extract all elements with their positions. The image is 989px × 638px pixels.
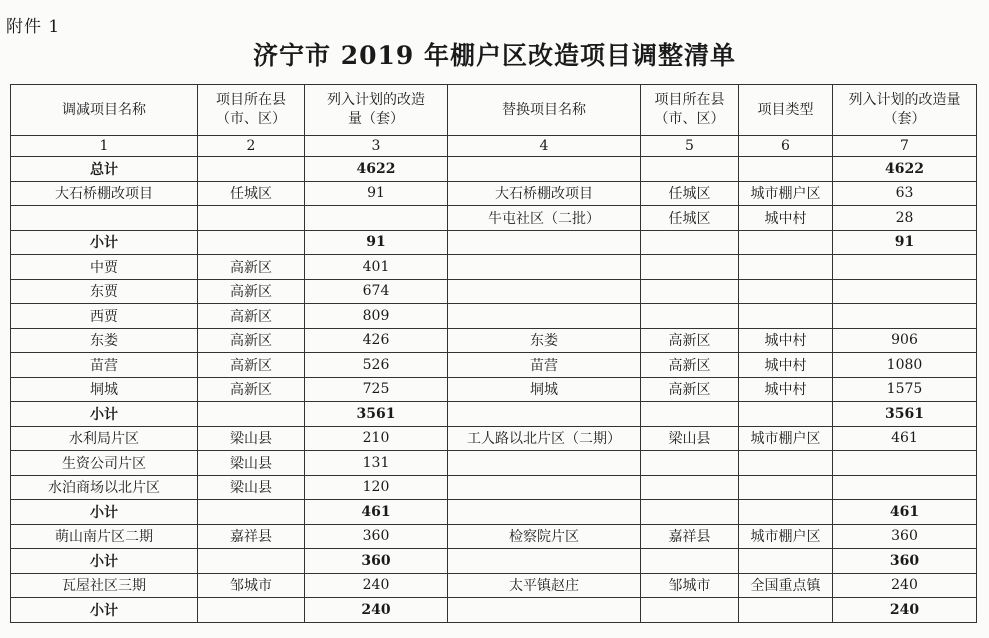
table-cell [739, 451, 833, 476]
table-cell: 检察院片区 [448, 524, 641, 549]
table-cell: 210 [305, 426, 448, 451]
table-cell: 小计 [11, 230, 198, 255]
column-index: 5 [641, 136, 739, 157]
table-cell: 401 [305, 255, 448, 280]
table-row [11, 377, 977, 402]
table-cell: 任城区 [198, 181, 305, 206]
subtotal-row [11, 500, 977, 525]
table-cell: 高新区 [198, 377, 305, 402]
table-cell: 674 [305, 279, 448, 304]
table-cell: 526 [305, 353, 448, 378]
table-cell: 小计 [11, 549, 198, 574]
subtotal-row [11, 402, 977, 427]
table-cell [739, 279, 833, 304]
table-row [11, 328, 977, 353]
subtotal-row [11, 598, 977, 623]
table-cell [198, 402, 305, 427]
header-replacement-project-name: 替换项目名称 [448, 85, 641, 136]
table-cell: 120 [305, 475, 448, 500]
table-cell [739, 598, 833, 623]
table-cell: 1575 [833, 377, 977, 402]
table-cell [448, 157, 641, 182]
table-cell [11, 206, 198, 231]
table-cell [448, 402, 641, 427]
table-cell: 城中村 [739, 377, 833, 402]
table-cell: 461 [833, 426, 977, 451]
table-body [11, 157, 977, 623]
table-cell: 小计 [11, 598, 198, 623]
table-cell: 809 [305, 304, 448, 329]
table-cell [739, 255, 833, 280]
table-cell: 906 [833, 328, 977, 353]
column-index: 7 [833, 136, 977, 157]
table-cell: 高新区 [198, 279, 305, 304]
table-cell: 水泊商场以北片区 [11, 475, 198, 500]
table-cell: 360 [833, 549, 977, 574]
column-index-row [11, 136, 977, 157]
header-reduced-quantity: 列入计划的改造 量（套） [305, 85, 448, 136]
table-cell [448, 255, 641, 280]
table-cell: 91 [833, 230, 977, 255]
table-cell: 240 [305, 598, 448, 623]
table-cell: 高新区 [641, 328, 739, 353]
table-row [11, 524, 977, 549]
table-cell: 城市棚户区 [739, 181, 833, 206]
table-cell: 任城区 [641, 181, 739, 206]
column-index: 4 [448, 136, 641, 157]
table-cell: 高新区 [198, 255, 305, 280]
table-cell: 东娄 [11, 328, 198, 353]
table-cell: 总计 [11, 157, 198, 182]
table-cell: 苗营 [448, 353, 641, 378]
table-cell: 240 [833, 573, 977, 598]
table-cell: 垌城 [448, 377, 641, 402]
table-cell: 小计 [11, 402, 198, 427]
table-row [11, 475, 977, 500]
table-cell [739, 475, 833, 500]
table-cell: 高新区 [198, 353, 305, 378]
table-cell: 461 [305, 500, 448, 525]
subtotal-row [11, 549, 977, 574]
table-cell: 城市棚户区 [739, 524, 833, 549]
table-cell: 中贾 [11, 255, 198, 280]
table-cell [641, 304, 739, 329]
table-row [11, 426, 977, 451]
table-row [11, 573, 977, 598]
table-cell: 3561 [833, 402, 977, 427]
table-cell: 高新区 [198, 328, 305, 353]
table-cell: 高新区 [641, 377, 739, 402]
table-cell: 91 [305, 230, 448, 255]
table-cell [739, 157, 833, 182]
table-row [11, 206, 977, 231]
table-cell [448, 304, 641, 329]
table-cell: 高新区 [198, 304, 305, 329]
table-cell [833, 279, 977, 304]
table-cell: 高新区 [641, 353, 739, 378]
table-cell [833, 255, 977, 280]
table-cell: 4622 [833, 157, 977, 182]
table-cell [641, 157, 739, 182]
table-cell [641, 230, 739, 255]
table-cell: 瓦屋社区三期 [11, 573, 198, 598]
table-cell: 梁山县 [198, 451, 305, 476]
table-cell: 240 [833, 598, 977, 623]
table-cell: 城中村 [739, 328, 833, 353]
table-cell [641, 255, 739, 280]
table-cell: 240 [305, 573, 448, 598]
header-replacement-county: 项目所在县 （市、区） [641, 85, 739, 136]
table-cell [198, 230, 305, 255]
header-row [11, 85, 977, 136]
table-cell [833, 475, 977, 500]
table-cell: 水利局片区 [11, 426, 198, 451]
table-cell: 工人路以北片区（二期） [448, 426, 641, 451]
table-cell [641, 598, 739, 623]
table-cell: 小计 [11, 500, 198, 525]
table-cell: 萌山南片区二期 [11, 524, 198, 549]
table-cell [833, 304, 977, 329]
table-row [11, 451, 977, 476]
table-cell [739, 402, 833, 427]
table-cell [448, 475, 641, 500]
table-cell: 梁山县 [641, 426, 739, 451]
total-row [11, 157, 977, 182]
table-cell [739, 304, 833, 329]
table-cell: 360 [305, 549, 448, 574]
table-cell: 360 [305, 524, 448, 549]
table-cell: 63 [833, 181, 977, 206]
table-cell [448, 279, 641, 304]
table-cell: 城中村 [739, 353, 833, 378]
table-row [11, 279, 977, 304]
document-title: 济宁市 2019 年棚户区改造项目调整清单 [253, 41, 736, 70]
table-cell: 生资公司片区 [11, 451, 198, 476]
table-cell [739, 500, 833, 525]
table-cell: 西贾 [11, 304, 198, 329]
header-reduced-project-name: 调减项目名称 [11, 85, 198, 136]
table-cell [739, 230, 833, 255]
table-cell [739, 549, 833, 574]
table-cell: 邹城市 [198, 573, 305, 598]
table-cell: 1080 [833, 353, 977, 378]
table-cell [198, 598, 305, 623]
table-cell [305, 206, 448, 231]
table-cell: 邹城市 [641, 573, 739, 598]
table-cell: 嘉祥县 [641, 524, 739, 549]
table-cell [448, 549, 641, 574]
table-cell: 垌城 [11, 377, 198, 402]
table-row [11, 353, 977, 378]
subtotal-row [11, 230, 977, 255]
column-index: 2 [198, 136, 305, 157]
column-index: 1 [11, 136, 198, 157]
table-cell [448, 230, 641, 255]
table-cell: 725 [305, 377, 448, 402]
table-cell: 91 [305, 181, 448, 206]
header-reduced-county: 项目所在县 （市、区） [198, 85, 305, 136]
table-cell: 太平镇赵庄 [448, 573, 641, 598]
column-index: 3 [305, 136, 448, 157]
table-cell: 4622 [305, 157, 448, 182]
table-cell: 梁山县 [198, 475, 305, 500]
table-cell: 东娄 [448, 328, 641, 353]
table-row [11, 255, 977, 280]
table-cell [448, 598, 641, 623]
table-cell [641, 279, 739, 304]
attachment-label: 附件 1 [6, 17, 61, 37]
table-cell [198, 157, 305, 182]
adjustment-table [10, 84, 977, 623]
table-cell [641, 500, 739, 525]
table-cell: 426 [305, 328, 448, 353]
table-cell [641, 549, 739, 574]
table-cell: 大石桥棚改项目 [448, 181, 641, 206]
header-project-type: 项目类型 [739, 85, 833, 136]
table-cell: 大石桥棚改项目 [11, 181, 198, 206]
table-cell: 东贾 [11, 279, 198, 304]
table-cell [641, 475, 739, 500]
table-cell [198, 206, 305, 231]
table-cell: 嘉祥县 [198, 524, 305, 549]
table-cell: 苗营 [11, 353, 198, 378]
table-cell: 28 [833, 206, 977, 231]
table-cell [833, 451, 977, 476]
table-cell: 城市棚户区 [739, 426, 833, 451]
table-cell [641, 451, 739, 476]
table-cell [198, 549, 305, 574]
table-row [11, 181, 977, 206]
table-cell: 461 [833, 500, 977, 525]
table-cell [641, 402, 739, 427]
table-cell: 3561 [305, 402, 448, 427]
table-cell [198, 500, 305, 525]
table-cell: 任城区 [641, 206, 739, 231]
table-cell [448, 451, 641, 476]
table-row [11, 304, 977, 329]
table-cell: 131 [305, 451, 448, 476]
table-cell: 360 [833, 524, 977, 549]
table-cell: 梁山县 [198, 426, 305, 451]
header-replacement-quantity: 列入计划的改造量 （套） [833, 85, 977, 136]
table-cell: 牛屯社区（二批） [448, 206, 641, 231]
table-cell: 全国重点镇 [739, 573, 833, 598]
table-cell: 城中村 [739, 206, 833, 231]
table-cell [448, 500, 641, 525]
column-index: 6 [739, 136, 833, 157]
